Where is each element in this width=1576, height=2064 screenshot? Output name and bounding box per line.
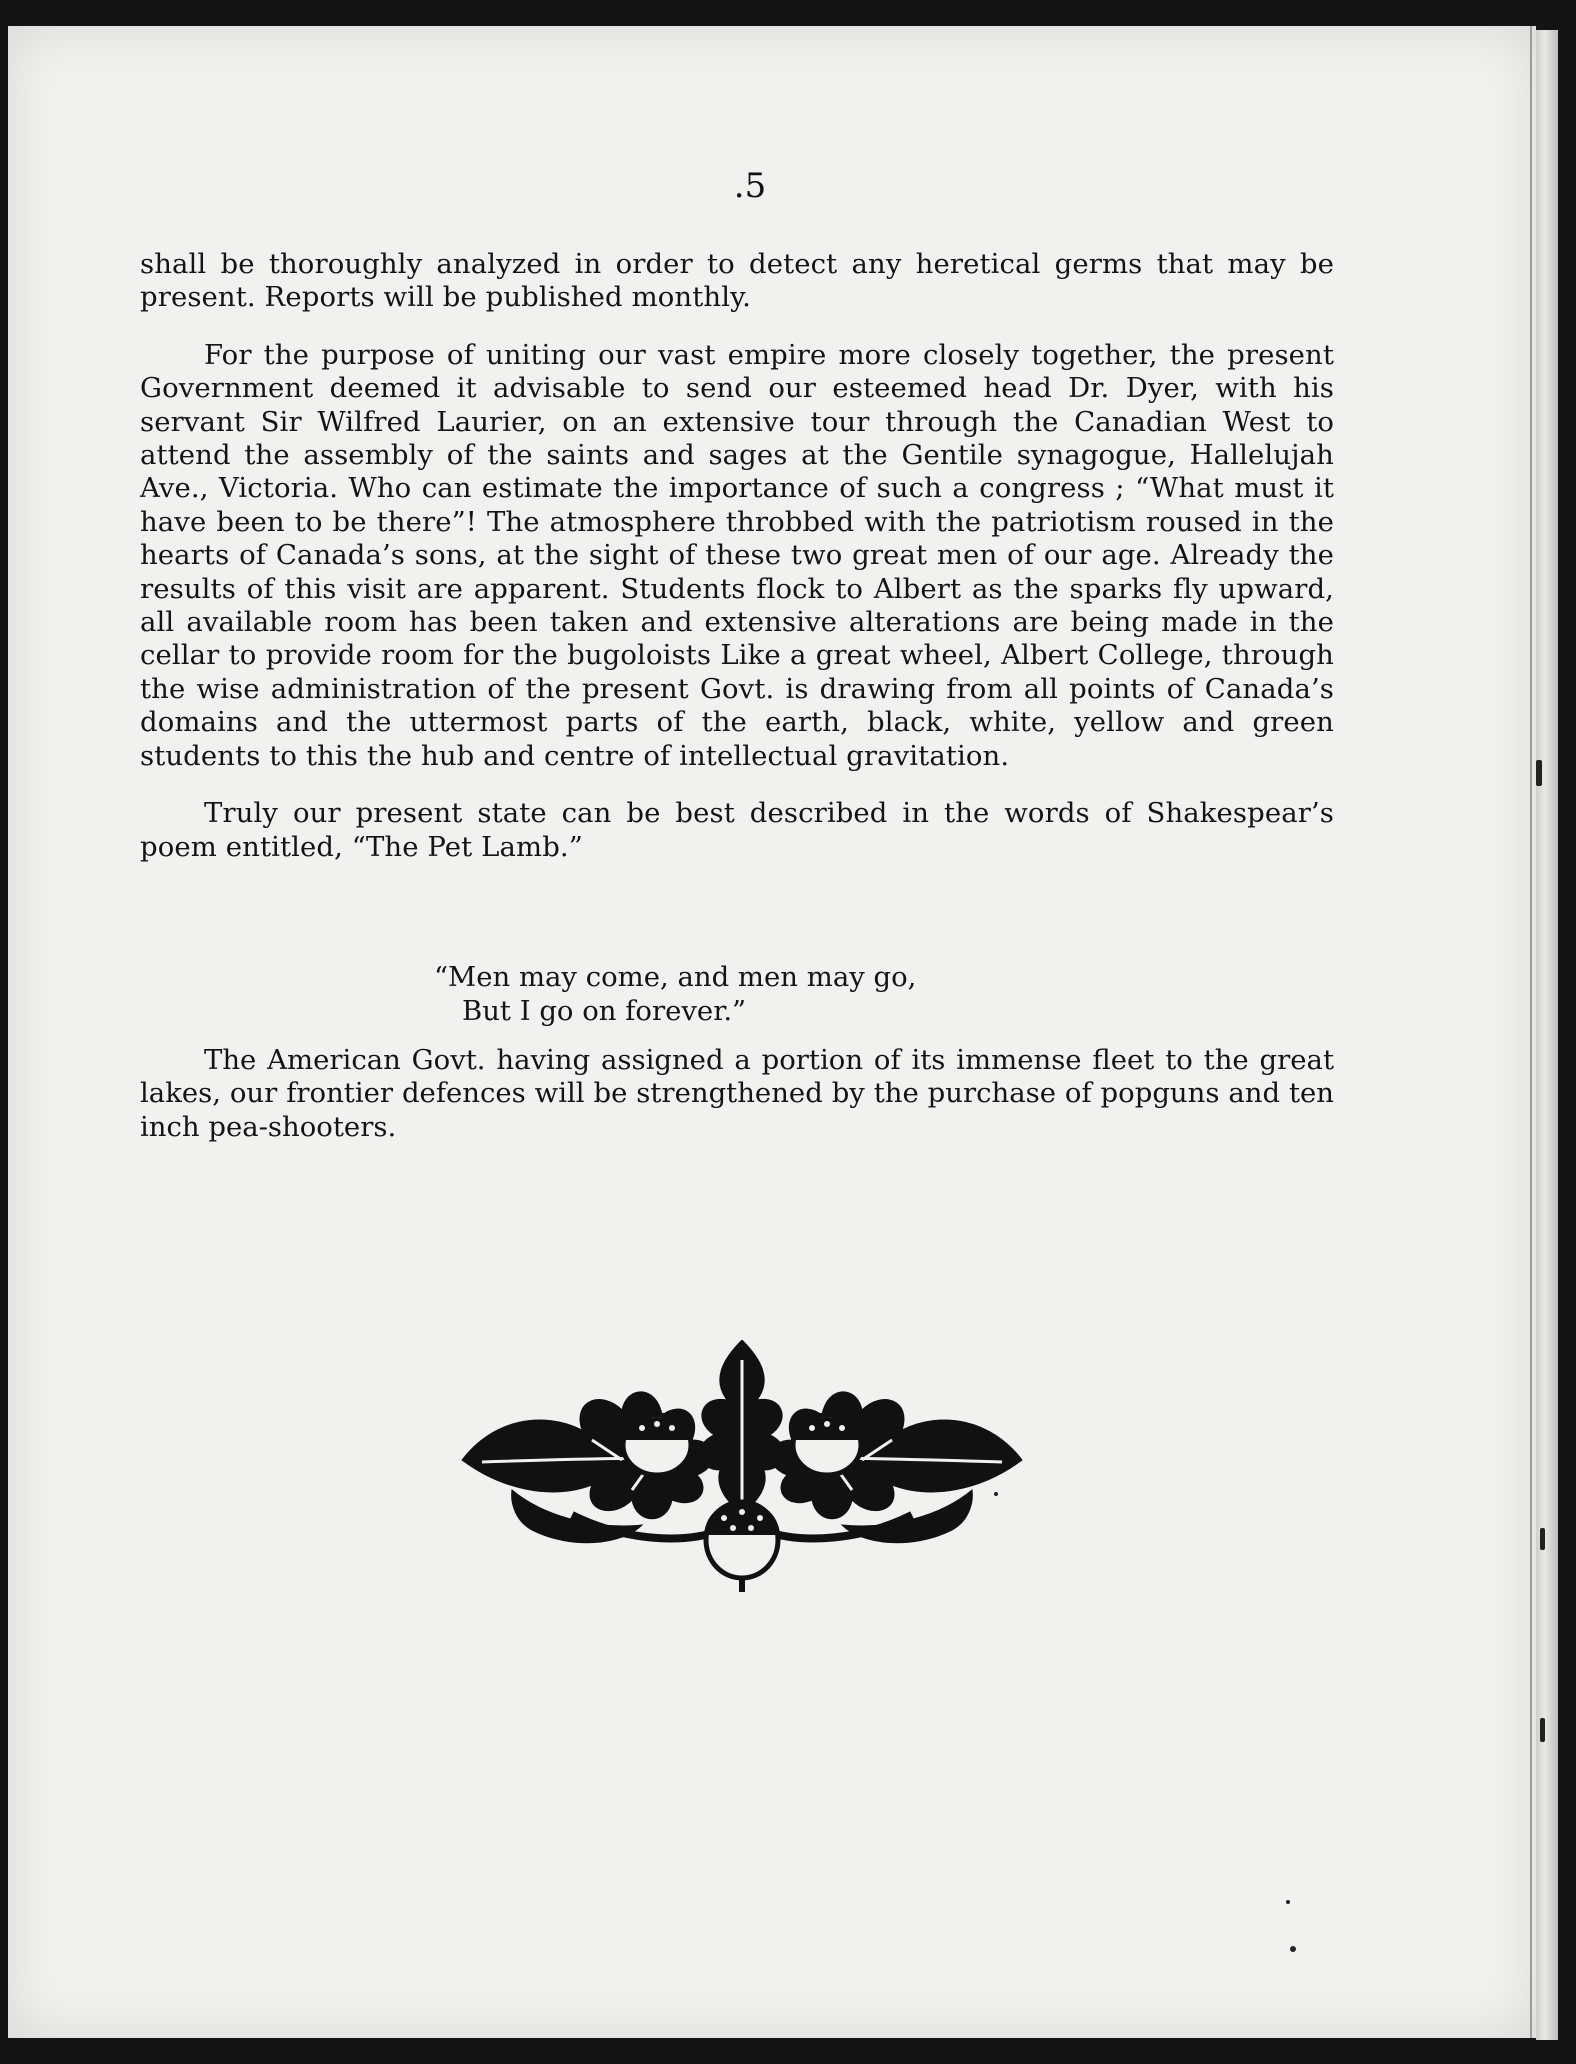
paragraph-shakespear: Truly our present state can be best described in the words of Shakespear’s poem entitled, “The Pet Lamb.” [140, 797, 1334, 863]
body-text [140, 248, 1334, 888]
paragraph-continuation: shall be thoroughly analyzed in order to detect any heretical germs that may be present. Reports will be published monthly. [140, 248, 1334, 314]
page-fold-line [1530, 26, 1532, 2038]
oak-leaf-acorn-ornament-icon [452, 1340, 1032, 1600]
scan-speck [1290, 1946, 1296, 1952]
scan-speck [1540, 1528, 1545, 1550]
scan-speck [994, 1492, 998, 1496]
page-number: .5 [733, 166, 767, 206]
scan-speck [1540, 1718, 1545, 1742]
scan-speck [1286, 1900, 1290, 1904]
paragraph-fleet: The American Govt. having assigned a portion of its immense fleet to the great lakes, our frontier defences will be strengthened by the purchase of popguns and ten inch pea-shooters. [140, 1044, 1334, 1143]
poem-line-2: But I go on forever.” [462, 995, 747, 1027]
scan-speck [1536, 760, 1542, 786]
poem-quote [434, 960, 916, 1028]
paragraph-tour: For the purpose of uniting our vast empire more closely together, the present Government deemed it advisable to send our esteemed head Dr. Dyer, with his servant Sir Wilfred Laurier, on an extensive tour through the Canadian West to attend the assembly of the saints and sages at the Gentile synagogue, Hallelujah Ave., Victoria. Who can estimate the importance of such a congress ; “What must it have been to be there”! The atmosphere throbbed with the patriotism roused in the hearts of Canada’s sons, at the sight of these two great men of our age. Already the results of this visit are apparent. Students flock to Albert as the sparks fly upward, all available room has been taken and extensive alterations are being made in the cellar to provide room for the bugoloists Like a great wheel, Albert College, through the wise administration of the present Govt. is drawing from all points of Canada’s domains and the uttermost parts of the earth, black, white, yellow and green students to this the hub and centre of intellectual gravitation. [140, 338, 1334, 772]
poem-line-1: “Men may come, and men may go, [434, 961, 917, 993]
